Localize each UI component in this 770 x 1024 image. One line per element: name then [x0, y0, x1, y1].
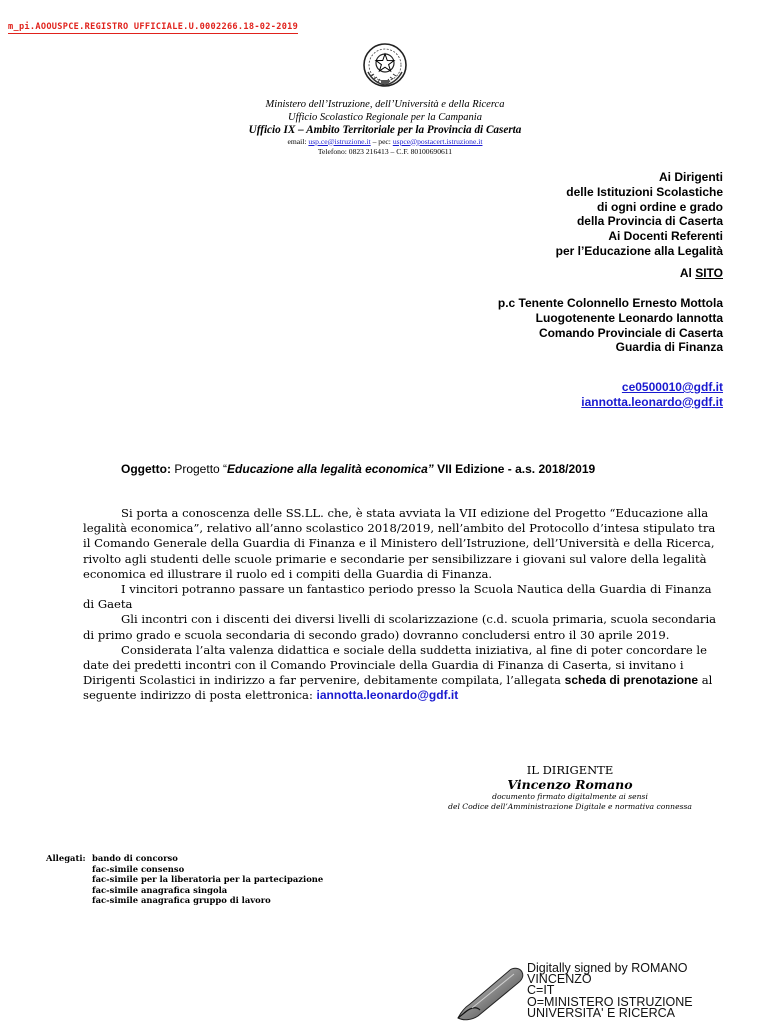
signature-note: del Codice dell’Amministrazione Digitale e normativa connessa	[448, 802, 692, 811]
contact-emails: email: usp.ce@istruzione.it – pec: uspce@postacert.istruzione.it	[287, 136, 483, 146]
cc-emails	[581, 380, 723, 409]
territorial-office: Ufficio IX – Ambito Territoriale per la Provincia di Caserta	[248, 124, 522, 136]
paragraph: I vincitori potranno passare un fantastico periodo presso la Scuola Nautica della Guardia di Finanza di Gaeta	[83, 582, 712, 612]
list-item: fac-simile consenso	[92, 863, 185, 874]
paragraph: Considerata l’alta valenza didattica e sociale della suddetta iniziativa, al fine di poter concordare le date dei predetti incontri con il Comando Provinciale della Guardia di Finanza di Caserta, si invitano i Dirigenti Scolastici in indirizzo a far pervenire, debitamente compilata, l’allegata scheda di prenotazione al seguente indirizzo di posta elettronica: iannotta.leonardo@gdf.it	[83, 642, 713, 703]
subject-line: Oggetto: Progetto “Educazione alla legalità economica” VII Edizione - a.s. 2018/2019	[121, 462, 596, 476]
digital-signature-text: Digitally signed by ROMANO VINCENZO C=IT O=MINISTERO ISTRUZIONE UNIVERSITA' E RICERCA	[527, 961, 693, 1020]
cc-line: Guardia di Finanza	[615, 340, 723, 355]
ministry-name: Ministero dell’Istruzione, dell’Università e della Ricerca	[265, 99, 505, 110]
paragraph: Si porta a conoscenza delle SS.LL. che, è stata avviata la VII edizione del Progetto “Educazione alla legalità economica”, relativo all’anno scolastico 2018/2019, nell’ambito del Protocollo d’intesa stipulato tra il Comando Generale della Guardia di Finanza e il Ministero dell’Istruzione, dell’Università e della Ricerca, rivolto agli studenti delle scuole primarie e secondarie per sensibilizzare i giovani sul valore della legalità economica ed illustrare il ruolo ed i compiti della Guardia di Finanza.	[83, 506, 716, 581]
cc-line: Luogotenente Leonardo Iannotta	[535, 310, 723, 325]
email-link[interactable]: usp.ce@istruzione.it	[308, 136, 371, 146]
email-link-body[interactable]: iannotta.leonardo@gdf.it	[316, 688, 459, 703]
pec-link[interactable]: uspce@postacert.istruzione.it	[392, 136, 483, 146]
list-item: fac-simile anagrafica gruppo di lavoro	[92, 895, 271, 906]
paragraph: Gli incontri con i discenti dei diversi livelli di scolarizzazione (c.d. scuola primaria, scuola secondaria di primo grado e scuola secondaria di secondo grado) dovranno concludersi entro il 30 aprile 2019.	[83, 612, 717, 642]
recipient-line: per l’Educazione alla Legalità	[555, 243, 723, 258]
recipients-block	[556, 170, 723, 259]
signer-role: IL DIRIGENTE	[526, 763, 614, 777]
recipient-line: di ogni ordine e grado	[597, 199, 723, 214]
cc-block	[498, 296, 723, 355]
recipient-line: della Provincia di Caserta	[576, 214, 723, 229]
regional-office: Ufficio Scolastico Regionale per la Campania	[288, 111, 482, 123]
attachments-list	[46, 853, 323, 906]
signature-note: documento firmato digitalmente ai sensi	[492, 792, 648, 801]
list-item: fac-simile anagrafica singola	[92, 884, 228, 895]
signature-block	[400, 762, 740, 812]
list-item: Allegati: bando di concorso	[46, 853, 178, 863]
recipient-line: Ai Docenti Referenti	[608, 229, 723, 244]
email-link-iannotta[interactable]: iannotta.leonardo@gdf.it	[581, 394, 723, 409]
italian-republic-emblem-icon	[362, 42, 408, 88]
recipient-line: Ai Dirigenti	[658, 170, 723, 184]
letter-body	[83, 506, 723, 704]
email-link-comando[interactable]: ce0500010@gdf.it	[621, 380, 723, 394]
cc-line: p.c Tenente Colonnello Ernesto Mottola	[497, 296, 723, 310]
list-item: fac-simile per la liberatoria per la partecipazione	[92, 874, 324, 885]
letterhead	[160, 99, 610, 157]
cc-line: Comando Provinciale di Caserta	[538, 325, 723, 340]
digital-signature-pen-icon	[450, 960, 528, 1022]
site-recipient: Al SITO	[679, 266, 723, 280]
signer-name: Vincenzo Romano	[507, 777, 633, 792]
recipient-line: delle Istituzioni Scolastiche	[566, 184, 723, 199]
protocol-stamp: m_pi.AOOUSPCE.REGISTRO UFFICIALE.U.0002266.18-02-2019	[8, 22, 299, 32]
phone-line: Telefono: 0823 216413 – C.F. 80100690611	[317, 146, 453, 156]
